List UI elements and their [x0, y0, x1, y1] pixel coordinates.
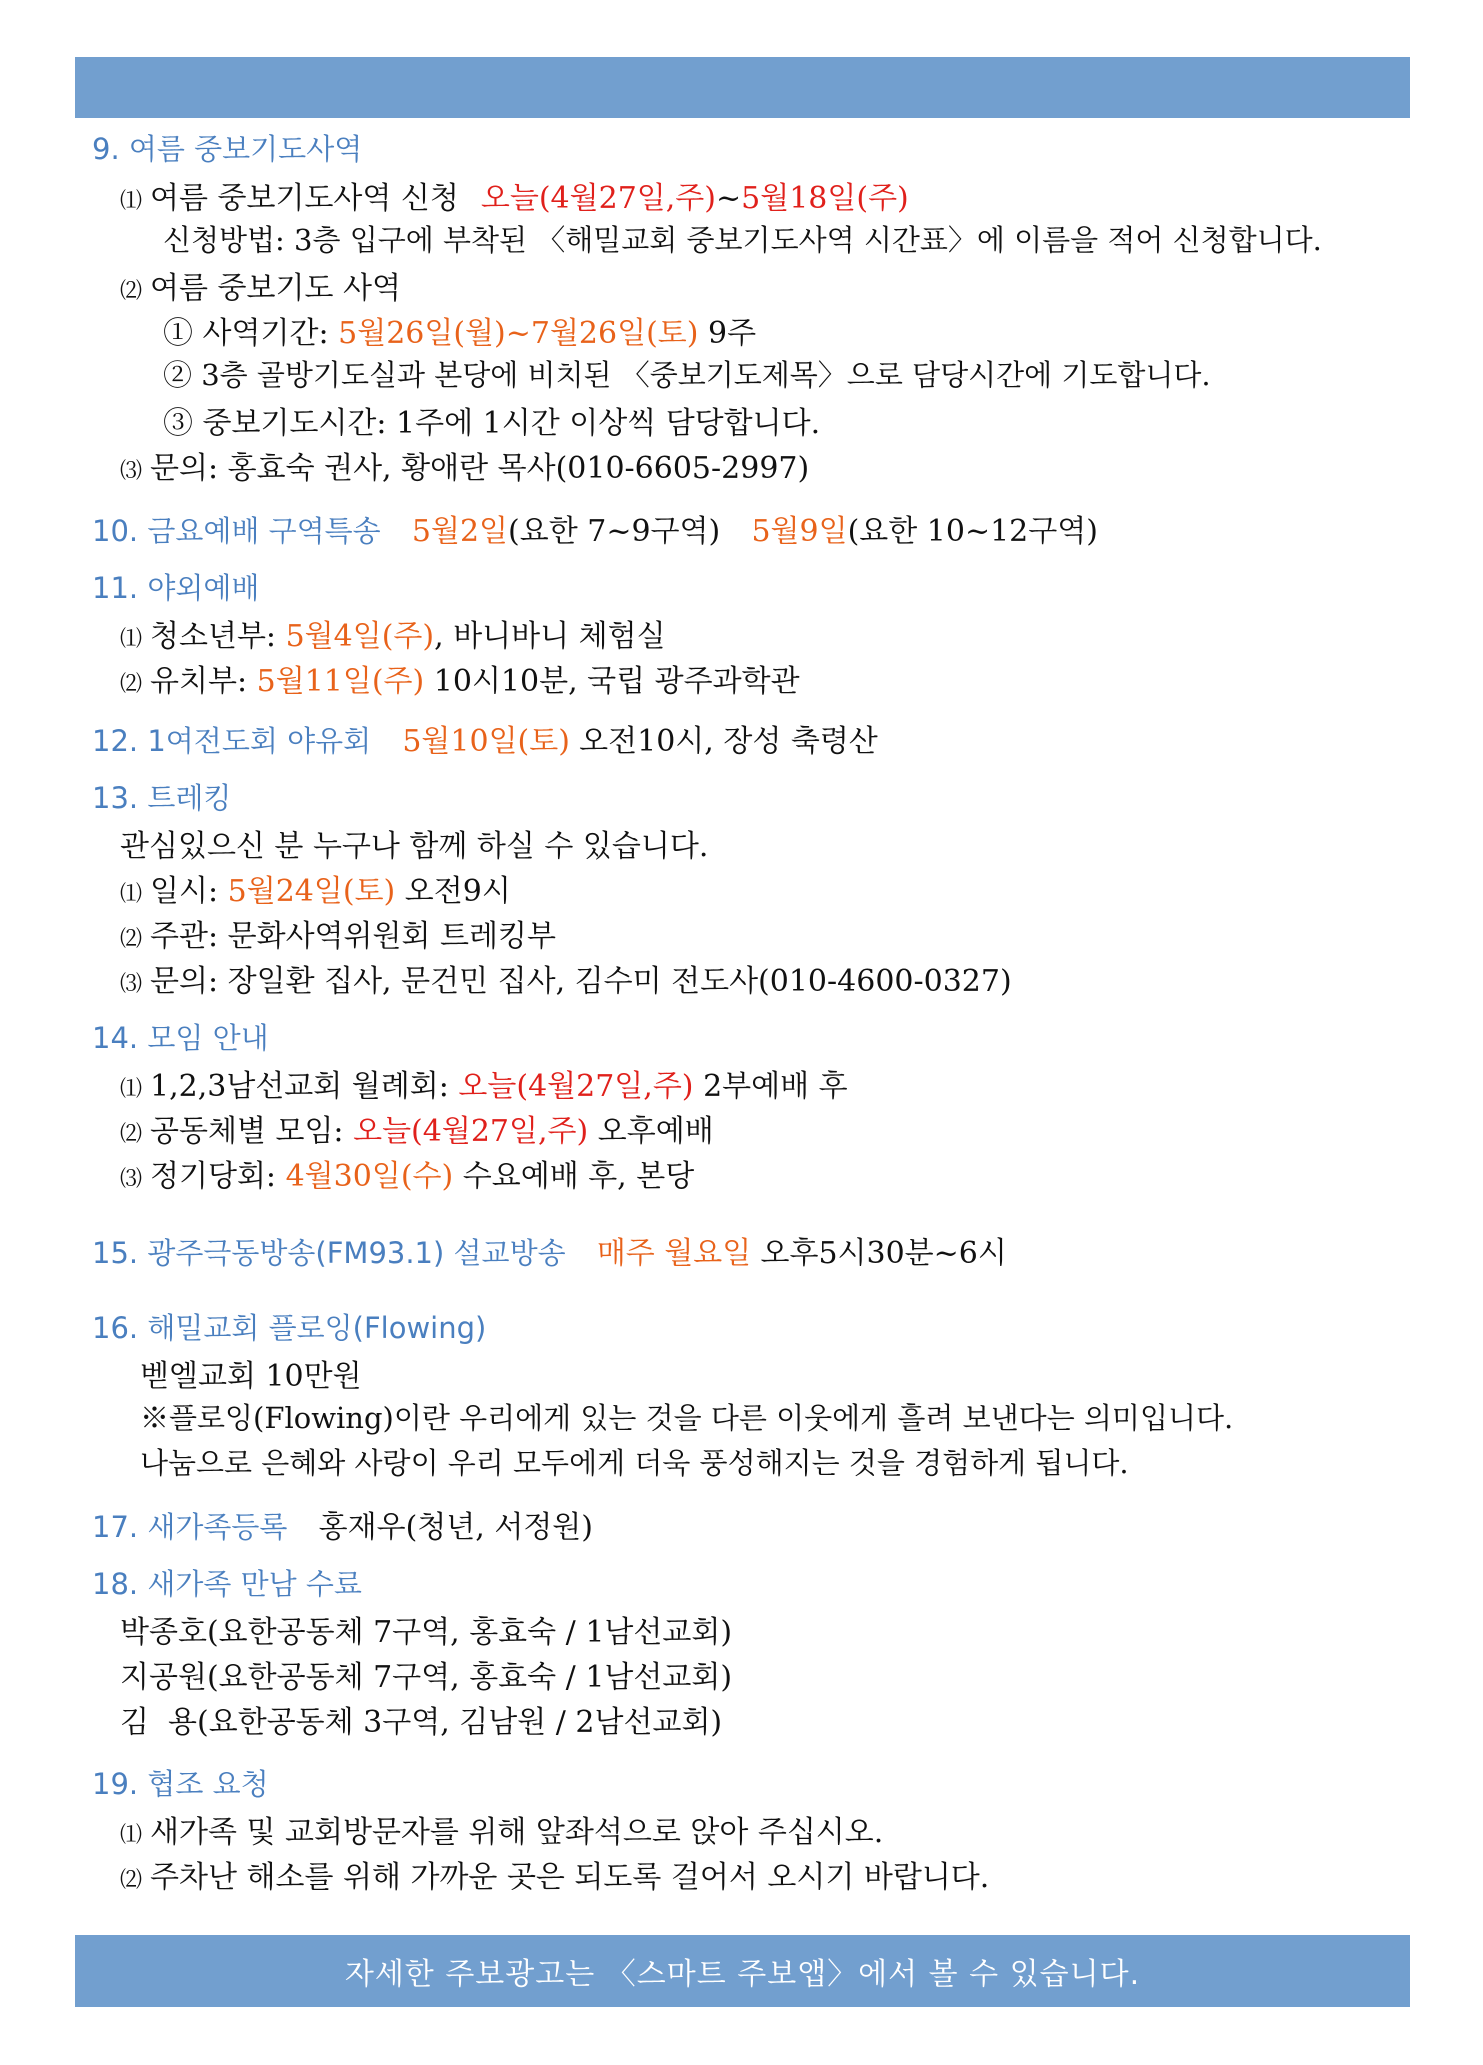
section-13-line-3 — [120, 911, 556, 955]
item-text: ~ — [716, 181, 742, 216]
date-highlight: 오늘(4월27일,주) — [458, 1069, 694, 1104]
section-9-line-1 — [120, 173, 909, 217]
section-16-line-3: 나눔으로 은혜와 사랑이 우리 모두에게 더욱 풍성해지는 것을 경험하게 됩니다. — [140, 1446, 1129, 1480]
item-number: ⑵ — [120, 279, 143, 304]
section-9-line-4 — [163, 308, 756, 352]
section-19-line-2 — [120, 1852, 989, 1896]
item-text: 오전9시 — [404, 874, 511, 909]
item-text: 공동체별 모임: — [150, 1114, 344, 1149]
item-text: 여름 중보기도사역 신청 — [150, 181, 459, 216]
item-text: 10시10분, 국립 광주과학관 — [433, 664, 800, 699]
item-text: 새가족 및 교회방문자를 위해 앞좌석으로 앉아 주십시오. — [150, 1815, 884, 1850]
date-highlight: 5월24일(토) — [227, 874, 396, 909]
header-bar — [75, 57, 1410, 118]
footer-bar — [75, 1935, 1410, 2007]
item-number: ⑴ — [120, 627, 143, 652]
item-text: 유치부: — [150, 664, 248, 699]
item-number: ⑴ — [120, 1823, 143, 1848]
item-text: 수요예배 후, 본당 — [462, 1159, 695, 1194]
section-13-line-2 — [120, 866, 511, 910]
section-11-line-1 — [120, 611, 666, 655]
date-highlight: 5월26일(월)~7월26일(토) — [338, 316, 699, 351]
section-18-title: 18. 새가족 만남 수료 — [92, 1567, 362, 1601]
section-18-line-2: 지공원(요한공동체 7구역, 홍효숙 / 1남선교회) — [120, 1660, 733, 1695]
section-16-line-2: ※플로잉(Flowing)이란 우리에게 있는 것을 다른 이웃에게 흘려 보낸다는 의미입니다. — [140, 1401, 1234, 1435]
item-text: 9주 — [708, 316, 757, 351]
item-text: , 바니바니 체험실 — [434, 619, 666, 654]
item-number: ⑴ — [120, 189, 143, 214]
footer-text: 자세한 주보광고는 〈스마트 주보앱〉에서 볼 수 있습니다. — [344, 1957, 1141, 1992]
date-highlight: 4월30일(수) — [285, 1159, 454, 1194]
section-14-title: 14. 모임 안내 — [92, 1021, 269, 1055]
section-9-line-2: 신청방법: 3층 입구에 부착된 〈해밀교회 중보기도사역 시간표〉에 이름을 적어 신청합니다. — [163, 223, 1322, 257]
section-14-line-3 — [120, 1151, 694, 1195]
item-text: 2부예배 후 — [703, 1069, 848, 1104]
item-number: ⑶ — [120, 459, 143, 484]
section-19-line-1 — [120, 1807, 883, 1851]
item-number: ⑵ — [120, 672, 143, 697]
section-18-line-3: 김 용(요한공동체 3구역, 김남원 / 2남선교회) — [120, 1705, 723, 1740]
section-9-line-5: ② 3층 골방기도실과 본당에 비치된 〈중보기도제목〉으로 담당시간에 기도합니다. — [163, 358, 1211, 392]
section-13-line-1: 관심있으신 분 누구나 함께 하실 수 있습니다. — [120, 829, 709, 864]
item-text: (요한 7~9구역) — [508, 514, 721, 549]
section-19-title: 19. 협조 요청 — [92, 1767, 269, 1801]
section-16-line-1: 벧엘교회 10만원 — [140, 1359, 362, 1394]
section-9-line-6: ③ 중보기도시간: 1주에 1시간 이상씩 담당합니다. — [163, 406, 821, 441]
date-highlight: 오늘(4월27일,주) — [353, 1114, 589, 1149]
item-text: 일시: — [150, 874, 219, 909]
date-highlight: 5월4일(주) — [285, 619, 435, 654]
section-15-title: 15. 광주극동방송(FM93.1) 설교방송 — [92, 1236, 566, 1270]
section-15-line — [92, 1228, 1007, 1272]
item-text: 문의: 홍효숙 권사, 황애란 목사(010-6605-2997) — [150, 451, 810, 486]
date-highlight: 매주 월요일 — [596, 1236, 752, 1271]
section-11-line-2 — [120, 656, 800, 700]
date-highlight: 5월10일(토) — [402, 724, 570, 759]
section-17-title: 17. 새가족등록 — [92, 1510, 288, 1544]
section-16-title: 16. 해밀교회 플로잉(Flowing) — [92, 1311, 487, 1345]
item-number: ⑴ — [120, 882, 143, 907]
item-number: ⑶ — [120, 972, 143, 997]
section-18-line-1: 박종호(요한공동체 7구역, 홍효숙 / 1남선교회) — [120, 1615, 733, 1650]
section-12-title: 12. 1여전도회 야유회 — [92, 724, 372, 758]
item-text: 청소년부: — [150, 619, 277, 654]
section-13-title: 13. 트레킹 — [92, 781, 232, 815]
section-14-line-1 — [120, 1061, 848, 1105]
item-text: 오후예배 — [597, 1114, 714, 1149]
item-text: 여름 중보기도 사역 — [150, 271, 401, 306]
item-text: 오전10시, 장성 축령산 — [579, 724, 878, 759]
section-14-line-2 — [120, 1106, 714, 1150]
item-number: ⑴ — [120, 1077, 143, 1102]
section-13-line-4 — [120, 956, 1012, 1000]
date-highlight: 5월11일(주) — [256, 664, 425, 699]
item-number: ⑵ — [120, 1868, 143, 1893]
item-text: 오후5시30분~6시 — [760, 1236, 1007, 1271]
section-10-line — [92, 506, 1098, 550]
item-number: ⑵ — [120, 1122, 143, 1147]
date-highlight: 5월9일 — [751, 514, 848, 549]
section-9-line-3 — [120, 263, 401, 307]
item-number: ⑵ — [120, 927, 143, 952]
section-11-title: 11. 야외예배 — [92, 571, 260, 605]
date-highlight: 오늘(4월27일,주) — [480, 181, 716, 216]
date-highlight: 5월18일(주) — [741, 181, 909, 216]
item-text: 홍재우(청년, 서정원) — [318, 1510, 593, 1545]
section-17-line — [92, 1502, 593, 1546]
item-text: 주관: 문화사역위원회 트레킹부 — [150, 919, 556, 954]
item-text: (요한 10~12구역) — [847, 514, 1098, 549]
section-12-line — [92, 716, 878, 760]
section-9-line-7 — [120, 443, 809, 487]
item-text: 1,2,3남선교회 월례회: — [150, 1069, 449, 1104]
item-text: 문의: 장일환 집사, 문건민 집사, 김수미 전도사(010-4600-0327) — [150, 964, 1012, 999]
section-9-title: 9. 여름 중보기도사역 — [92, 132, 363, 166]
item-text: 정기당회: — [150, 1159, 277, 1194]
date-highlight: 5월2일 — [411, 514, 509, 549]
item-text: ① 사역기간: — [163, 316, 329, 351]
item-number: ⑶ — [120, 1167, 143, 1192]
section-10-title: 10. 금요예배 구역특송 — [92, 514, 381, 548]
item-text: 주차난 해소를 위해 가까운 곳은 되도록 걸어서 오시기 바랍니다. — [150, 1860, 990, 1895]
